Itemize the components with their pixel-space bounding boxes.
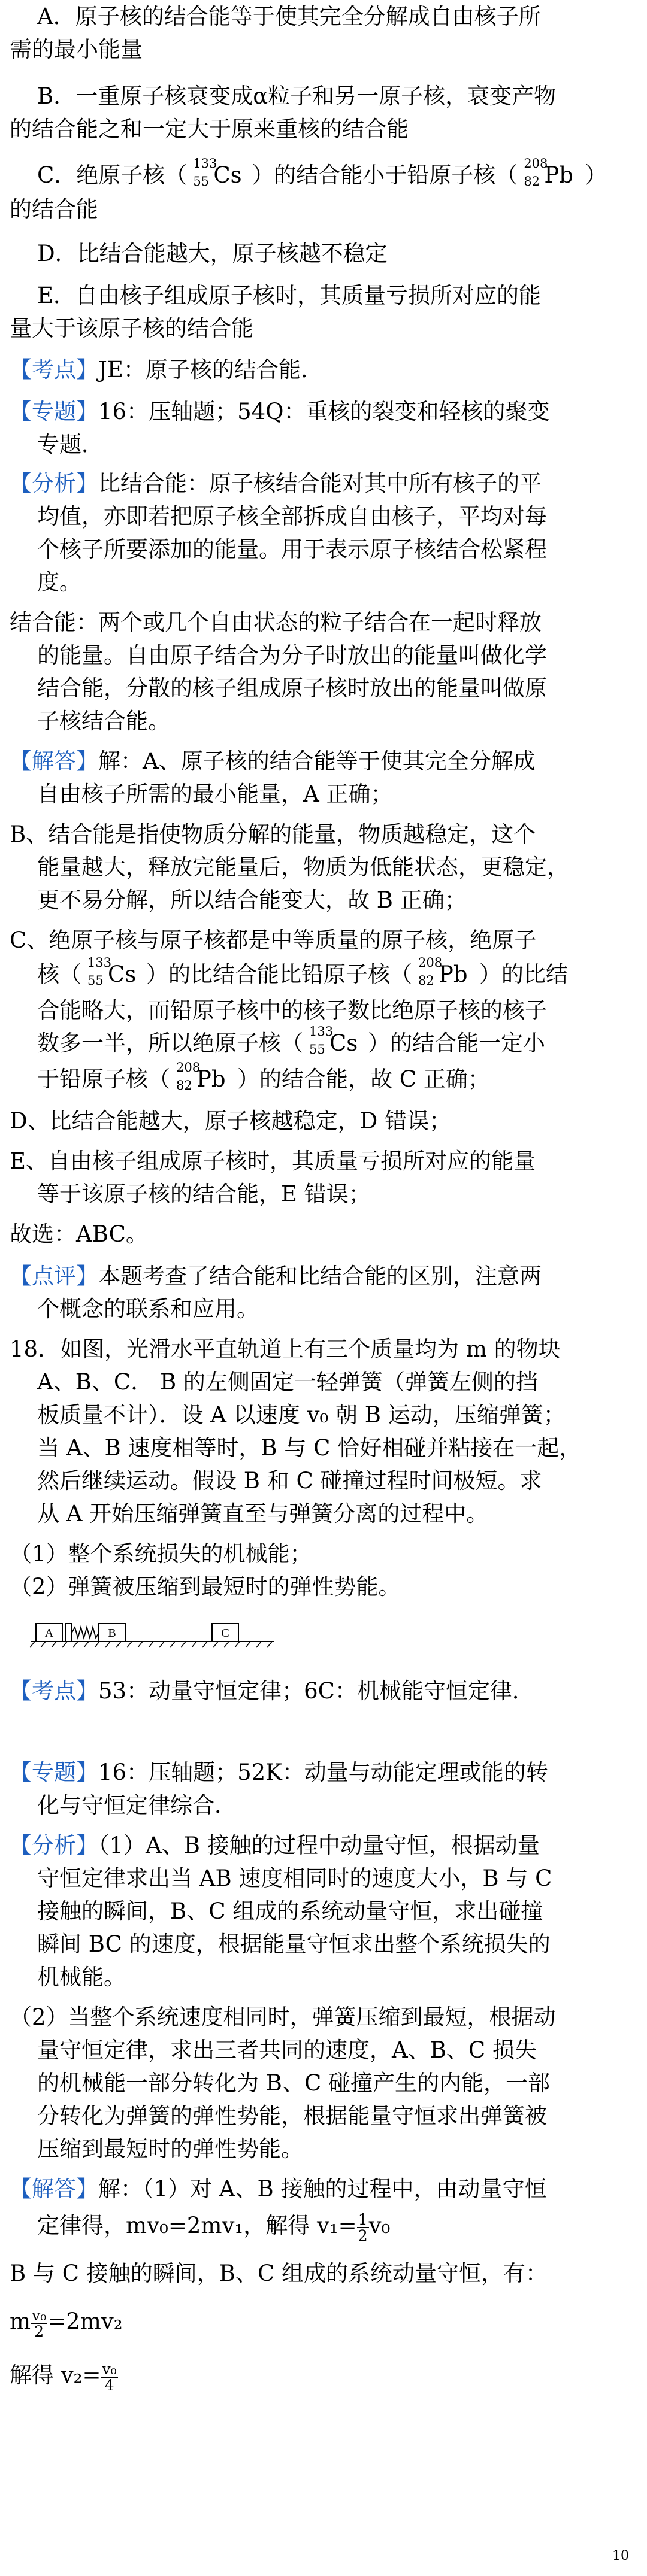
q17-c-line1: C、绝原子核与原子核都是中等质量的原子核，绝原子	[10, 927, 537, 953]
cesium-nuclide: 133 55 Cs	[309, 1024, 358, 1057]
q17-zhuanti-line2: 专题．	[37, 432, 104, 457]
fenxi-tag: 【分析】	[10, 471, 98, 496]
q18-fenxi2-line4: 分转化为弹簧的弹性势能，根据能量守恒求出弹簧被	[37, 2103, 547, 2129]
block-c-label: C	[221, 1627, 229, 1640]
baffle	[66, 1624, 72, 1642]
q17-fenxi-line3: 个核子所要添加的能量。用于表示原子核结合松紧程	[37, 536, 547, 562]
q18-kaodian: 【考点】53：动量守恒定律；6C：机械能守恒定律．	[10, 1678, 534, 1704]
option-e-line2: 量大于该原子核的结合能	[10, 315, 253, 341]
q17-c-line5: 于铅原子核（ 208 82 Pb ）的结合能，故 C 正确；	[37, 1063, 490, 1096]
jiehe-line3: 结合能，分散的核子组成原子核时放出的能量叫做原	[37, 675, 547, 701]
option-c-mid: ）的结合能小于铅原子核（	[252, 162, 518, 188]
option-c-pre: C．绝原子核（	[37, 162, 188, 188]
q17-b-line2: 能量越大，释放完能量后，物质为低能状态，更稳定，	[37, 854, 569, 880]
q18-fenxi-line2: 守恒定律求出当 AB 速度相同时的速度大小，B 与 C	[37, 1865, 552, 1891]
jiehe-line4: 子核结合能。	[37, 708, 170, 734]
option-c-line2: 的结合能	[10, 196, 98, 222]
q17-c-line4: 数多一半，所以绝原子核（ 133 55 Cs ）的结合能一定小	[37, 1027, 545, 1060]
q18-stem-line6: 从 A 开始压缩弹簧直至与弹簧分离的过程中。	[37, 1501, 489, 1527]
q17-fenxi-line4: 度。	[37, 569, 81, 595]
q18-fenxi-line4: 瞬间 BC 的速度，根据能量守恒求出整个系统损失的	[37, 1931, 551, 1957]
lead-nuclide: 208 82 Pb	[176, 1060, 226, 1093]
option-d: D．比结合能越大，原子核越不稳定	[37, 241, 388, 266]
lead-nuclide: 208 82 Pb	[524, 156, 573, 189]
q18-zhuanti-line2: 化与守恒定律综合．	[37, 1792, 237, 1818]
page-number: 10	[612, 2548, 629, 2563]
q17-fenxi-line2: 均值，亦即若把原子核全部拆成自由核子，平均对每	[37, 503, 547, 529]
q17-c-line2: 核（ 133 55 Cs ）的比结合能比铅原子核（ 208 82 Pb ）的比结	[37, 958, 568, 991]
q18-bc-momentum: B 与 C 接触的瞬间，B、C 组成的系统动量守恒，有：	[10, 2261, 548, 2286]
dianping-tag: 【点评】	[10, 1263, 98, 1289]
cesium-nuclide: 133 55 Cs	[193, 156, 242, 189]
jiehe-line1: 结合能：两个或几个自由状态的粒子结合在一起时释放	[10, 609, 542, 635]
q17-b-line1: B、结合能是指使物质分解的能量，物质越稳定，这个	[10, 821, 536, 847]
q18-stem-line3: 板质量不计）．设 A 以速度 v₀ 朝 B 运动，压缩弹簧；	[37, 1402, 566, 1428]
zhuanti-tag: 【专题】	[10, 1759, 98, 1785]
fenxi-tag: 【分析】	[10, 1832, 98, 1858]
q17-zhuanti: 【专题】16：压轴题；54Q：重核的裂变和轻核的聚变	[10, 399, 550, 424]
jiehe-line2: 的能量。自由原子结合为分子时放出的能量叫做化学	[37, 642, 547, 668]
q17-c-line3: 合能略大，而铅原子核中的核子数比绝原子核的核子	[37, 997, 547, 1023]
q17-b-line3: 更不易分解，所以结合能变大，故 B 正确；	[37, 887, 467, 913]
q18-sub2: （2）弹簧被压缩到最短时的弹性势能。	[10, 1574, 401, 1600]
q18-zhuanti: 【专题】16：压轴题；52K：动量与动能定理或能的转	[10, 1759, 548, 1785]
jieda-tag: 【解答】	[10, 2176, 98, 2202]
fraction-v0-over-2: $\frac{\text{v₀}}{2}$	[32, 2306, 47, 2340]
q17-dianping-line2: 个概念的联系和应用。	[37, 1296, 259, 1322]
spring-block-diagram	[29, 1608, 280, 1650]
q17-answer: 故选：ABC。	[10, 1221, 148, 1247]
q18-solve-v2: 解得 v₂= $\frac{\text{v₀}}{4}$	[10, 2360, 117, 2394]
q17-jieda-line2: 自由核子所需的最小能量，A 正确；	[37, 781, 393, 807]
option-e-line1: E．自由核子组成原子核时，其质量亏损所对应的能	[37, 283, 542, 308]
q18-fenxi2-line1: （2）当整个系统速度相同时，弹簧压缩到最短，根据动	[10, 2004, 556, 2030]
q17-kaodian: 【考点】JE：原子核的结合能．	[10, 357, 323, 383]
block-a-label: A	[44, 1627, 54, 1640]
lead-nuclide: 208 82 Pb	[418, 955, 468, 988]
jieda-tag: 【解答】	[10, 748, 98, 774]
block-b-label: B	[108, 1627, 116, 1640]
q18-fenxi2-line3: 的机械能一部分转化为 B、C 碰撞产生的内能，一部	[37, 2070, 551, 2096]
q17-fenxi: 【分析】比结合能：原子核结合能对其中所有核子的平	[10, 471, 542, 496]
track-hatching	[30, 1642, 272, 1647]
option-c-line1: C．绝原子核（ 133 55 Cs ）的结合能小于铅原子核（ 208 82 Pb ）	[37, 159, 607, 192]
fraction-v0-over-4: $\frac{\text{v₀}}{4}$	[102, 2360, 117, 2394]
q17-e-line2: 等于该原子核的结合能，E 错误；	[37, 1181, 371, 1207]
option-b-line1: B．一重原子核衰变成α粒子和另一原子核，衰变产物	[37, 83, 557, 109]
q18-fenxi2-line5: 压缩到最短时的弹性势能。	[37, 2136, 303, 2162]
q17-dianping: 【点评】本题考查了结合能和比结合能的区别，注意两	[10, 1263, 542, 1289]
option-a-line1: A．原子核的结合能等于使其完全分解成自由核子所	[37, 4, 541, 29]
q18-jieda: 【解答】解：（1）对 A、B 接触的过程中，由动量守恒	[10, 2176, 547, 2202]
q18-stem-line2: A、B、C． B 的左侧固定一轻弹簧（弹簧左侧的挡	[37, 1369, 538, 1395]
q18-fenxi: 【分析】（1）A、B 接触的过程中动量守恒，根据动量	[10, 1832, 540, 1858]
q17-d: D、比结合能越大，原子核越稳定，D 错误；	[10, 1108, 452, 1134]
cesium-nuclide: 133 55 Cs	[87, 955, 137, 988]
q18-stem-line4: 当 A、B 速度相等时，B 与 C 恰好相碰并粘接在一起，	[37, 1435, 582, 1461]
option-b-line2: 的结合能之和一定大于原来重核的结合能	[10, 116, 409, 142]
option-a-line2: 需的最小能量	[10, 37, 143, 62]
q18-stem-line5: 然后继续运动。假设 B 和 C 碰撞过程时间极短。求	[37, 1468, 542, 1494]
q18-fenxi-line3: 接触的瞬间，B、C 组成的系统动量守恒，求出碰撞	[37, 1898, 543, 1924]
q18-jieda-line2: 定律得，mv₀=2mv₁，解得 v₁= $\frac{1}{2}$ v₀	[37, 2210, 391, 2244]
q18-fenxi2-line2: 量守恒定律，求出三者共同的速度，A、B、C 损失	[37, 2037, 537, 2063]
q17-jieda: 【解答】解：A、原子核的结合能等于使其完全分解成	[10, 748, 536, 774]
kaodian-tag: 【考点】	[10, 1678, 98, 1704]
q18-stem-line1: 18．如图，光滑水平直轨道上有三个质量均为 m 的物块	[10, 1336, 561, 1362]
kaodian-tag: 【考点】	[10, 357, 98, 383]
q17-e-line1: E、自由核子组成原子核时，其质量亏损所对应的能量	[10, 1148, 536, 1174]
spring	[72, 1627, 99, 1638]
q18-fenxi-line5: 机械能。	[37, 1964, 126, 1990]
q18-sub1: （1）整个系统损失的机械能；	[10, 1541, 312, 1567]
fraction-one-half: $\frac{1}{2}$	[358, 2210, 368, 2244]
q18-equation: m $\frac{\text{v₀}}{2}$ =2mv₂	[10, 2306, 123, 2340]
zhuanti-tag: 【专题】	[10, 399, 98, 424]
